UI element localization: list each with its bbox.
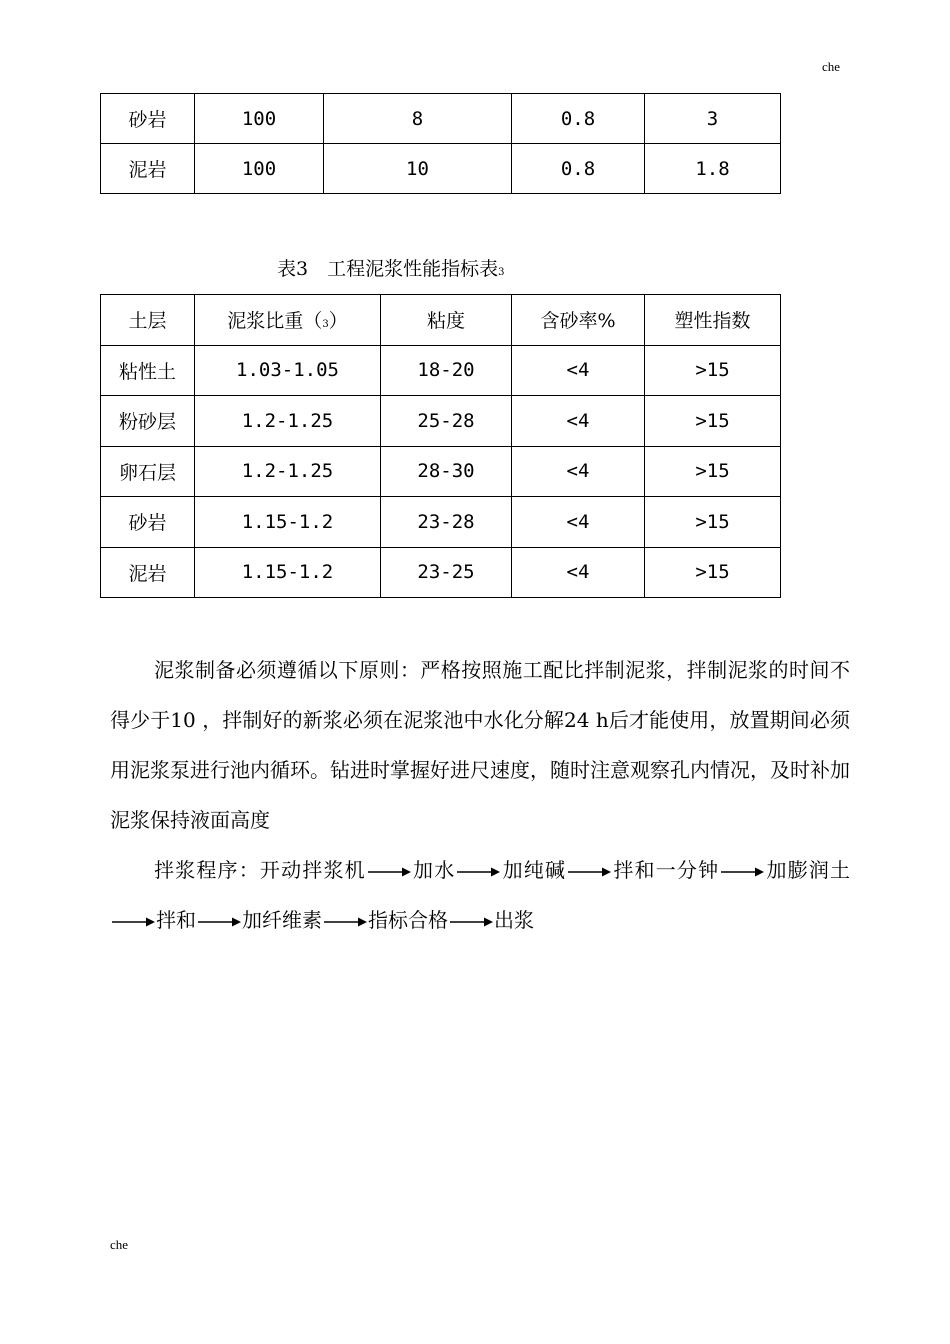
procedure-lead: 拌浆程序：开动拌浆机 xyxy=(154,858,366,882)
column-header: 塑性指数 xyxy=(645,295,781,346)
column-header xyxy=(195,295,381,346)
table-cell: 粉砂层 xyxy=(101,396,195,447)
table-row xyxy=(101,547,781,598)
table-row xyxy=(101,396,781,447)
table-cell: 3 xyxy=(645,94,781,144)
header-text: ） xyxy=(328,310,348,333)
page-footer: che xyxy=(110,1237,129,1252)
table-cell: 0.8 xyxy=(512,144,645,194)
table-cell: 18-20 xyxy=(381,345,512,396)
table-cell: 0.8 xyxy=(512,94,645,144)
table-cell: 23-25 xyxy=(381,547,512,598)
table-cell: 泥岩 xyxy=(101,144,195,194)
caption-text: 表3 工程泥浆性能指标表 xyxy=(277,258,499,280)
header-text: 泥浆比重（ xyxy=(227,310,323,333)
arrow-right-icon xyxy=(448,916,494,928)
table-cell: 8 xyxy=(324,94,512,144)
caption-superscript: 3 xyxy=(498,267,505,278)
table-row xyxy=(101,446,781,497)
mud-preparation-paragraph: 泥浆制备必须遵循以下原则：严格按照施工配比拌制泥浆，拌制泥浆的时间不得少于10 ，拌制好的新浆必须在泥浆池中水化分解24 h后才能使用，放置期间必须用泥浆泵进行池内循环。钻进时掌握好进尺速度，随时注意观察孔内情况，及时补加泥浆保持液面高度 xyxy=(110,658,850,832)
table-cell: >15 xyxy=(645,345,781,396)
table-row xyxy=(101,345,781,396)
column-header: 土层 xyxy=(101,295,195,346)
page-header: che xyxy=(822,59,841,74)
arrow-right-icon xyxy=(196,916,242,928)
arrow-right-icon xyxy=(455,866,501,878)
arrow-right-icon xyxy=(110,916,156,928)
arrow-right-icon xyxy=(566,866,612,878)
table-cell: 23-28 xyxy=(381,497,512,548)
procedure-step: 加纯碱 xyxy=(501,858,567,882)
table-cell: <4 xyxy=(512,396,645,447)
table-cell: 卵石层 xyxy=(101,446,195,497)
column-header: 含砂率% xyxy=(512,295,645,346)
table-cell: <4 xyxy=(512,446,645,497)
table-row xyxy=(101,144,781,194)
table-cell: 1.2-1.25 xyxy=(195,396,381,447)
table-row xyxy=(101,497,781,548)
table-cell: >15 xyxy=(645,446,781,497)
table-cell: >15 xyxy=(645,547,781,598)
arrow-right-icon xyxy=(366,866,412,878)
arrow-right-icon xyxy=(719,866,765,878)
procedure-step: 加水 xyxy=(411,858,456,882)
column-header: 粘度 xyxy=(381,295,512,346)
mixing-procedure xyxy=(110,845,850,945)
table-cell: <4 xyxy=(512,547,645,598)
table-cell: <4 xyxy=(512,497,645,548)
table-cell: >15 xyxy=(645,396,781,447)
table-cell: 1.2-1.25 xyxy=(195,446,381,497)
procedure-step: 拌和一分钟 xyxy=(612,858,720,882)
arrow-right-icon xyxy=(322,916,368,928)
table-cell: 1.03-1.05 xyxy=(195,345,381,396)
procedure-step: 指标合格 xyxy=(368,908,448,932)
soil-parameter-table-continued xyxy=(100,93,781,194)
table-cell: 砂岩 xyxy=(101,94,195,144)
table-cell: 28-30 xyxy=(381,446,512,497)
header-unit: 3 xyxy=(322,319,329,331)
table-cell: 1.8 xyxy=(645,144,781,194)
table-cell: 1.15-1.2 xyxy=(195,497,381,548)
table-cell: 25-28 xyxy=(381,396,512,447)
table-header-row xyxy=(101,295,781,346)
table-cell: 砂岩 xyxy=(101,497,195,548)
procedure-step: 加膨润土 xyxy=(765,858,851,882)
table-caption xyxy=(277,254,504,281)
mud-performance-table xyxy=(100,294,781,598)
table-cell: 10 xyxy=(324,144,512,194)
table-cell: 1.15-1.2 xyxy=(195,547,381,598)
table-cell: 泥岩 xyxy=(101,547,195,598)
procedure-step: 出浆 xyxy=(494,908,534,932)
procedure-step: 拌和 xyxy=(156,908,196,932)
procedure-step: 加纤维素 xyxy=(242,908,322,932)
table-cell: 100 xyxy=(195,94,324,144)
table-cell: 粘性土 xyxy=(101,345,195,396)
table-row xyxy=(101,94,781,144)
table-cell: <4 xyxy=(512,345,645,396)
table-cell: >15 xyxy=(645,497,781,548)
table-cell: 100 xyxy=(195,144,324,194)
